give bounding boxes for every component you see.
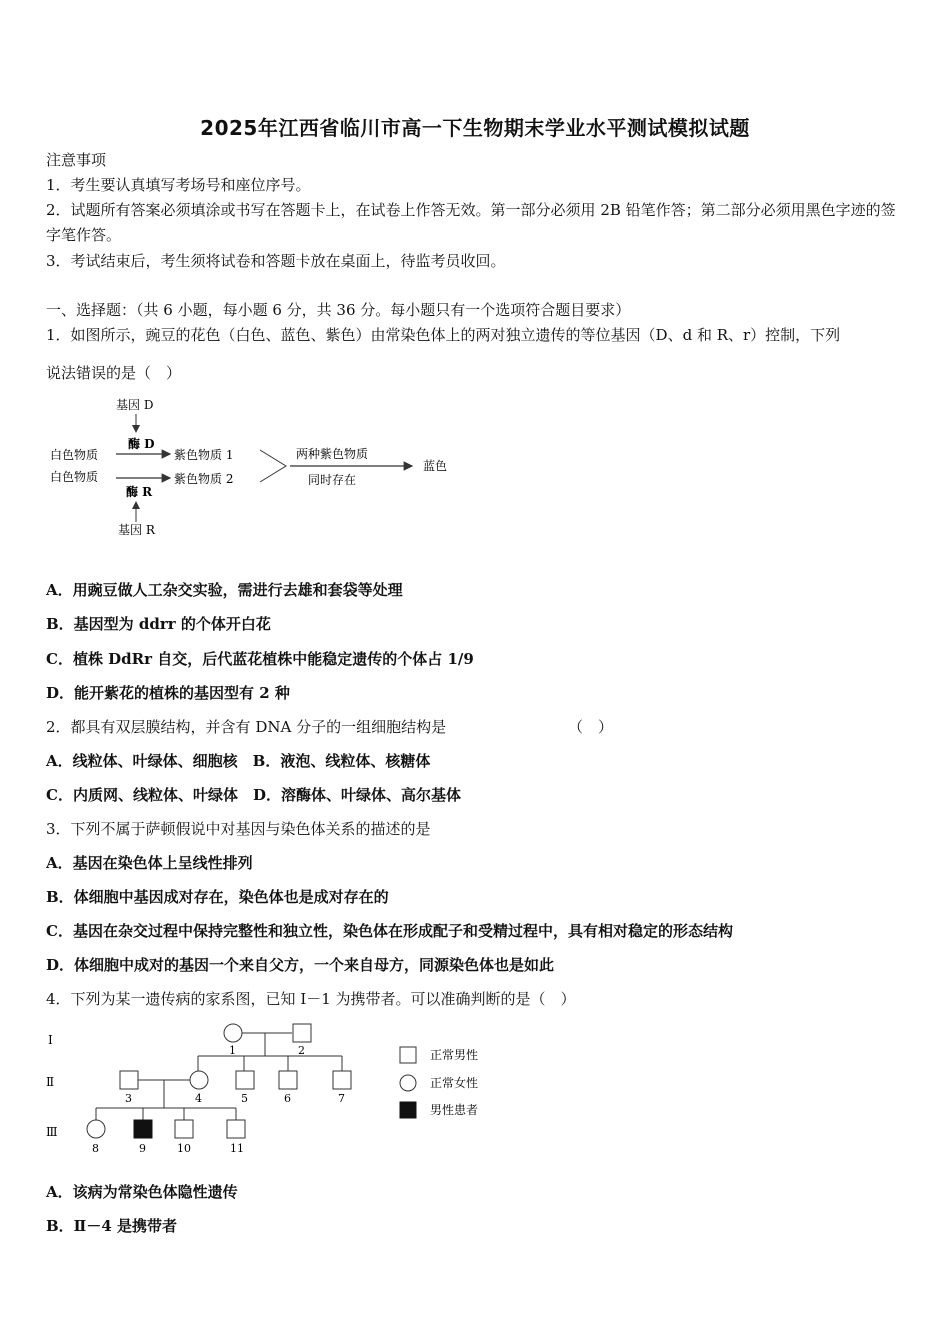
q4-pedigree-figure	[46, 1018, 496, 1160]
q3-option-c: C．基因在杂交过程中保持完整性和独立性，染色体在形成配子和受精过程中，具有相对稳定的形态结构	[46, 922, 733, 940]
q3-stem: 3．下列不属于萨顿假说中对基因与染色体关系的描述的是	[46, 820, 431, 838]
legend-normal-male: 正常男性	[430, 1048, 479, 1062]
individual-6-male	[279, 1071, 297, 1089]
individual-10-number: 10	[177, 1142, 191, 1155]
individual-2-male	[293, 1024, 311, 1042]
white-substance-1: 白色物质	[50, 448, 99, 462]
gene-d-label: 基因 D	[116, 398, 154, 412]
individual-1-female	[224, 1024, 242, 1042]
legend-normal-male-icon	[400, 1047, 416, 1063]
notice-item-3: 3．考试结束后，考生须将试卷和答题卡放在桌面上，待监考员收回。	[46, 252, 506, 270]
q2-stem	[46, 715, 906, 740]
q3-option-a: A．基因在染色体上呈线性排列	[46, 854, 253, 872]
individual-4-female	[190, 1071, 208, 1089]
generation-label-1: I	[48, 1033, 53, 1047]
individual-11-male	[227, 1120, 245, 1138]
merge-bracket	[260, 450, 286, 482]
q3-option-b: B．体细胞中基因成对存在，染色体也是成对存在的	[46, 888, 389, 906]
page-title: 2025年江西省临川市高一下生物期末学业水平测试模拟试题	[200, 116, 750, 140]
white-substance-2: 白色物质	[50, 470, 99, 484]
individual-7-male	[333, 1071, 351, 1089]
enzyme-r-label: 酶 R	[126, 485, 153, 499]
legend-affected-male-icon	[400, 1102, 416, 1118]
individual-9-number: 9	[139, 1142, 146, 1155]
purple-substance-1: 紫色物质 1	[174, 448, 234, 462]
q2-stem-text: 2．都具有双层膜结构，并含有 DNA 分子的一组细胞结构是	[46, 718, 447, 736]
individual-3-number: 3	[125, 1092, 132, 1105]
generation-label-2: Ⅱ	[46, 1075, 55, 1089]
q2-options-line2: C．内质网、线粒体、叶绿体 D．溶酶体、叶绿体、高尔基体	[46, 786, 461, 804]
q1-stem-line1: 1．如图所示，豌豆的花色（白色、蓝色、紫色）由常染色体上的两对独立遗传的等位基因（D、d 和 R、r）控制，下列	[46, 326, 841, 344]
legend-affected-male: 男性患者	[430, 1103, 479, 1117]
q3-option-d: D．体细胞中成对的基因一个来自父方，一个来自母方，同源染色体也是如此	[46, 956, 555, 974]
individual-3-male	[120, 1071, 138, 1089]
both-purple-label: 两种紫色物质	[296, 447, 369, 461]
q4-stem: 4．下列为某一遗传病的家系图，已知 I－1 为携带者。可以准确判断的是（ ）	[46, 990, 576, 1008]
q1-option-c: C．植株 DdRr 自交，后代蓝花植株中能稳定遗传的个体占 1/9	[46, 650, 474, 668]
enzyme-d-label: 酶 D	[128, 437, 155, 451]
individual-10-male	[175, 1120, 193, 1138]
individual-1-number: 1	[229, 1044, 236, 1057]
legend-normal-female-icon	[400, 1075, 416, 1091]
individual-5-number: 5	[241, 1092, 248, 1105]
purple-substance-2: 紫色物质 2	[174, 472, 234, 486]
q2-options-line1: A．线粒体、叶绿体、细胞核 B．液泡、线粒体、核糖体	[46, 752, 431, 770]
legend-normal-female: 正常女性	[430, 1076, 479, 1090]
q4-option-a: A．该病为常染色体隐性遗传	[46, 1183, 238, 1201]
q1-option-d: D．能开紫花的植株的基因型有 2 种	[46, 684, 290, 702]
notice-heading: 注意事项	[46, 151, 107, 169]
q1-stem-line2: 说法错误的是（ ）	[46, 364, 182, 382]
individual-5-male	[236, 1071, 254, 1089]
q1-option-a: A．用豌豆做人工杂交实验，需进行去雄和套袋等处理	[46, 581, 403, 599]
q1-option-b: B．基因型为 ddrr 的个体开白花	[46, 615, 271, 633]
individual-6-number: 6	[284, 1092, 291, 1105]
individual-7-number: 7	[338, 1092, 345, 1105]
q4-option-b: B．Ⅱ－4 是携带者	[46, 1217, 177, 1235]
notice-item-2: 2．试题所有答案必须填涂或书写在答题卡上，在试卷上作答无效。第一部分必须用 2B 铅笔作答；第二部分必须用黑色字迹的签字笔作答。	[46, 201, 896, 244]
individual-8-number: 8	[92, 1142, 99, 1155]
generation-label-3: Ⅲ	[46, 1125, 58, 1139]
individual-4-number: 4	[195, 1092, 202, 1105]
notice-item-1: 1．考生要认真填写考场号和座位序号。	[46, 176, 311, 194]
q1-pathway-figure	[46, 392, 466, 542]
q2-answer-blank: （ ）	[568, 718, 614, 736]
section-heading: 一、选择题：（共 6 小题，每小题 6 分，共 36 分。每小题只有一个选项符合题目要求）	[46, 301, 631, 319]
blue-label: 蓝色	[423, 459, 448, 473]
individual-11-number: 11	[230, 1142, 244, 1155]
individual-8-female	[87, 1120, 105, 1138]
individual-9-affected-male	[134, 1120, 152, 1138]
gene-r-label: 基因 R	[118, 523, 155, 537]
coexist-label: 同时存在	[308, 473, 357, 487]
individual-2-number: 2	[298, 1044, 305, 1057]
